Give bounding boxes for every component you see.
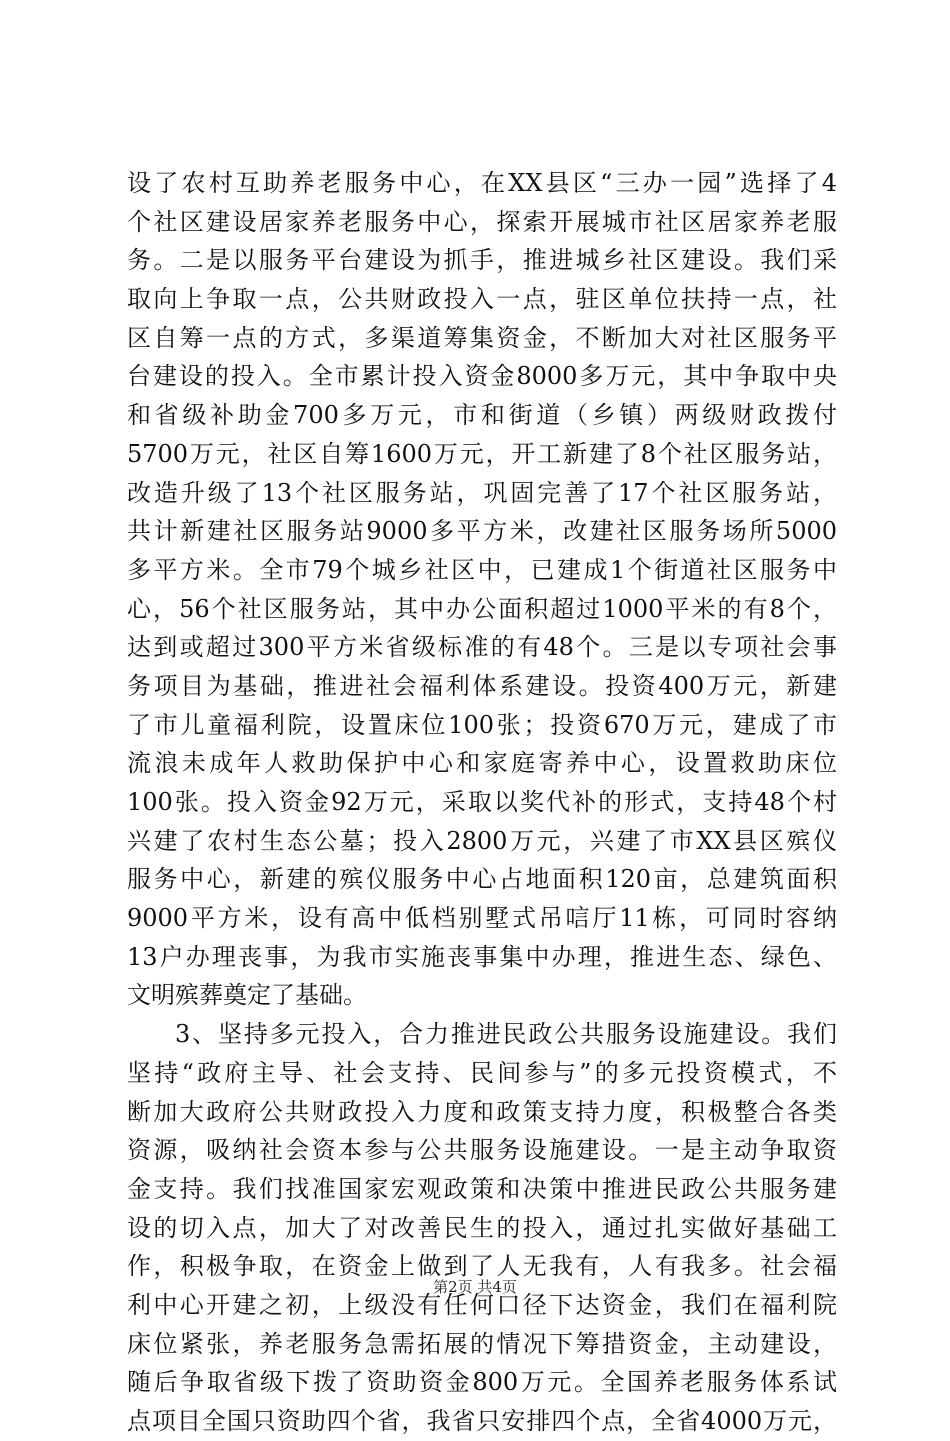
text-line: 5700万元，社区自筹1600万元，开工新建了8个社区服务站，: [127, 439, 837, 468]
text-line: 达到或超过300平方米省级标准的有48个。三是以专项社会事: [127, 633, 837, 662]
page-footer: [0, 1276, 950, 1297]
text-line: 13户办理丧事，为我市实施丧事集中办理，推进生态、绿色、: [127, 942, 837, 971]
text-line: 兴建了农村生态公墓；投入2800万元，兴建了市XX县区殡仪: [127, 826, 837, 855]
text-line: 设的切入点，加大了对改善民生的投入，通过扎实做好基础工: [127, 1213, 837, 1242]
text-line: 资源，吸纳社会资本参与公共服务设施建设。一是主动争取资: [127, 1136, 837, 1165]
text-line: 了市儿童福利院，设置床位100张；投资670万元，建成了市: [127, 710, 837, 739]
text-line: 床位紧张，养老服务急需拓展的情况下筹措资金，主动建设，: [127, 1329, 837, 1358]
text-line: 设了农村互助养老服务中心，在XX县区“三办一园”选择了4: [127, 169, 837, 197]
text-line: 心，56个社区服务站，其中办公面积超过1000平米的有8个，: [127, 594, 837, 623]
text-line: 取向上争取一点，公共财政投入一点，驻区单位扶持一点，社: [127, 285, 837, 314]
text-line: 个社区建设居家养老服务中心，探索开展城市社区居家养老服: [127, 207, 837, 236]
text-line: 多平方米。全市79个城乡社区中，已建成1个街道社区服务中: [127, 555, 837, 584]
text-line: 流浪未成年人救助保护中心和家庭寄养中心，设置救助床位: [127, 749, 837, 778]
text-line: 区自筹一点的方式，多渠道筹集资金，不断加大对社区服务平: [127, 323, 837, 352]
text-line: 和省级补助金700多万元，市和街道（乡镇）两级财政拨付: [127, 401, 837, 430]
text-line: 断加大政府公共财政投入力度和政策支持力度，积极整合各类: [127, 1097, 837, 1126]
text-line: 务项目为基础，推进社会福利体系建设。投资400万元，新建: [127, 671, 837, 700]
text-line-paragraph-start: 3、坚持多元投入，合力推进民政公共服务设施建设。我们: [175, 1020, 837, 1049]
text-line: 改造升级了13个社区服务站，巩固完善了17个社区服务站，: [127, 478, 837, 507]
text-line: 共计新建社区服务站9000多平方米，改建社区服务场所5000: [127, 517, 837, 546]
text-line: 点项目全国只资助四个省，我省只安排四个点，全省4000万元，: [127, 1407, 837, 1435]
text-line: 台建设的投入。全市累计投入资金8000多万元，其中争取中央: [127, 362, 837, 391]
text-line: 利中心开建之初，上级没有任何口径下达资金，我们在福利院: [127, 1290, 837, 1319]
text-line: 作，积极争取，在资金上做到了人无我有，人有我多。社会福: [127, 1252, 837, 1281]
page-number-label: 第2页 共4页: [433, 1278, 517, 1296]
text-line: 坚持“政府主导、社会支持、民间参与”的多元投资模式，不: [127, 1058, 837, 1087]
text-line: 随后争取省级下拨了资助资金800万元。全国养老服务体系试: [127, 1368, 837, 1397]
text-line: 100张。投入资金92万元，采取以奖代补的形式，支持48个村: [127, 788, 837, 816]
text-line: 服务中心，新建的殡仪服务中心占地面积120亩，总建筑面积: [127, 865, 837, 894]
text-line-paragraph-end: 文明殡葬奠定了基础。: [127, 981, 367, 1010]
text-line: 务。二是以服务平台建设为抓手，推进城乡社区建设。我们采: [127, 246, 837, 275]
body-text: [127, 164, 837, 1441]
text-line: 金支持。我们找准国家宏观政策和决策中推进民政公共服务建: [127, 1174, 837, 1203]
text-line: 9000平方米，设有高中低档别墅式吊唁厅11栋，可同时容纳: [127, 904, 837, 933]
